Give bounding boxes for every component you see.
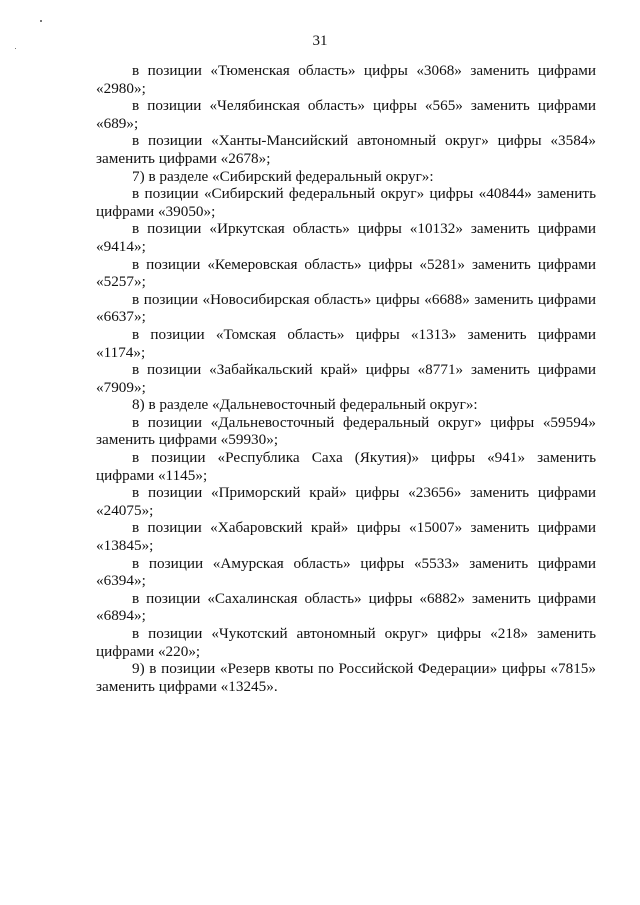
paragraph: в позиции «Амурская область» цифры «5533» заменить цифрами «6394»; [96,554,596,590]
paragraph: в позиции «Новосибирская область» цифры «6688» заменить цифрами «6637»; [96,290,596,326]
paragraph: в позиции «Челябинская область» цифры «565» заменить цифрами «689»; [96,97,596,132]
document-body [96,62,596,695]
section-heading: 9) в позиции «Резерв квоты по Российской Федерации» цифры «7815» заменить цифрами «13245». [96,660,596,695]
paragraph: в позиции «Забайкальский край» цифры «8771» заменить цифрами «7909»; [96,361,596,396]
scan-speck [40,20,42,22]
paragraph: в позиции «Иркутская область» цифры «10132» заменить цифрами «9414»; [96,220,596,255]
paragraph: в позиции «Тюменская область» цифры «3068» заменить цифрами «2980»; [96,62,596,97]
paragraph: в позиции «Сахалинская область» цифры «6882» заменить цифрами «6894»; [96,589,596,625]
paragraph: в позиции «Приморский край» цифры «23656» заменить цифрами «24075»; [96,484,596,519]
paragraph: в позиции «Хабаровский край» цифры «15007» заменить цифрами «13845»; [96,519,596,555]
paragraph: в позиции «Чукотский автономный округ» цифры «218» заменить цифрами «220»; [96,625,596,660]
paragraph: в позиции «Ханты-Мансийский автономный округ» цифры «3584» заменить цифрами «2678»; [96,132,596,167]
page-number: 31 [312,33,328,49]
section-heading: 7) в разделе «Сибирский федеральный округ»: [132,167,434,185]
paragraph: в позиции «Республика Саха (Якутия)» цифры «941» заменить цифрами «1145»; [96,449,596,484]
paragraph: в позиции «Сибирский федеральный округ» цифры «40844» заменить цифрами «39050»; [96,185,596,220]
section-heading: 8) в разделе «Дальневосточный федеральный округ»: [132,396,478,414]
paragraph: в позиции «Дальневосточный федеральный округ» цифры «59594» заменить цифрами «59930»; [96,413,596,449]
paragraph: в позиции «Томская область» цифры «1313» заменить цифрами «1174»; [96,325,596,361]
paragraph: в позиции «Кемеровская область» цифры «5281» заменить цифрами «5257»; [96,255,596,291]
